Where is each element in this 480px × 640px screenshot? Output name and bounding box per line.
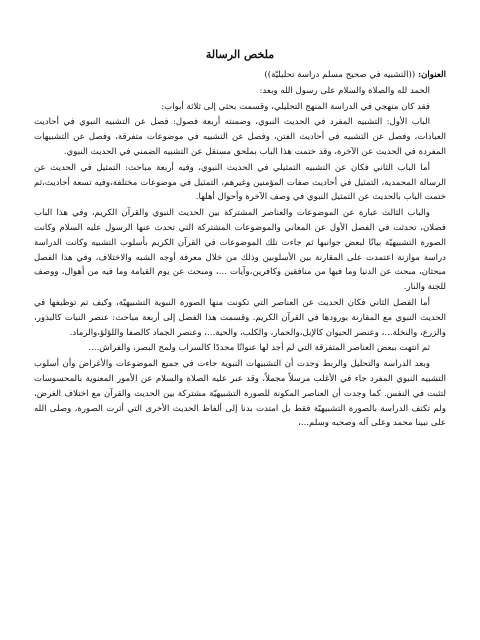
subject-line	[34, 68, 446, 83]
document-title: ملخص الرسالة	[205, 48, 275, 61]
paragraph-1: الحمد لله والصلاة والسلام على رسول الله وبعد:	[259, 85, 430, 96]
subject-text: ((التشبيه في صحيح مسلم دراسة تحليليّة))	[264, 70, 416, 80]
subject-label: العنوان:	[417, 70, 446, 80]
paragraph-4: أما الباب الثاني فكان عن التشبيه التمثيلي في الحديث النبوي، وفيه أربعة مباحث: التمثيل في الحديث عن الرسالة المحمدية، التمثيل في أحاديث صفات المؤمنين وغيرهم، التمثيل في موضوعات مختلفة،وفيه تسعة أحاديث،ثم ختمت الباب بالحديث عن التمثيل النبوي في وصف الآخرة وأحوال أهلها.	[34, 162, 446, 203]
paragraph-2: فقد كان منهجي في الدراسة المنهج التحليلي، وقسمت بحثي إلى ثلاثة أبواب:	[161, 101, 430, 112]
paragraph-6: أما الفصل الثاني فكان الحديث عن العناصر التي تكونت منها الصورة النبوية التشبيهيّة، وكيف تم توظيفها في الحديث النبوي مع المقارنة بورودها في القرآن الكريم. وقسمت هذا الفصل إلى أربعة مباحث: عنصر النبات كالبذور، والزرع، والنخلة...، وعنصر الحيوان كالإبل،والحمار، والكلب، والحية...، وعنصر الجماد كالصفا واللؤلؤ،والرماد.	[34, 297, 446, 338]
paragraph-5: والباب الثالث عبارة عن الموضوعات والعناصر المشتركة بين الحديث النبوي والقرآن الكريم، وفي هذا الباب فصلان، تحدثت في الفصل الأول عن المعاني والموضوعات المشتركة التي تحدث عنها الرسول عليه السلام وكانت الصورة التشبيهيّة بيانًا لبعض جوانبها ثم جاءت تلك الموضوعات في القرآن الكريم بأسلوب التشبيه وكانت الدراسة دراسة موازنة اعتمدت على المقارنة بين الأسلوبين وذلك من خلال معرفة أوجه الشبه والاختلاف، وفي هذا الفصل مبحثان، مبحث عن الدنيا وما فيها من منافقين وكافرين،وآيات ...، ومبحث عن يوم القيامة وما فيه من أهوال، ووصف للجنة والنار.	[34, 208, 446, 293]
paragraph-7: ثم انتهت ببعض العناصر المتفرقة التي لم أجد لها عنوانًا محددًا كالسراب ولمح البصر، والفراش....	[88, 343, 430, 354]
paragraph-3: الباب الأول: التشبيه المفرد في الحديث النبوي، وضمنته أربعة فصول: فصل عن التشبيه النبوي في أحاديث العبادات، وفصل عن التشبيه في أحاديث الفتن، وفصل عن التشبيه في موضوعات متفرقة، وفصل عن التشبيهات المفردة في الحديث عن الآخرة، وقد ختمت هذا الباب بملحق مستقل عن التشبيه الضمني في الحديث النبوي.	[34, 117, 446, 157]
paragraph-8: وبعد الدراسة والتحليل والربط وجدت أن التشبيهات النبوية جاءت في جميع الموضوعات والأغراض وأن أسلوب التشبيه النبوي المفرد جاء في الأغلب مرسلاً مجملاً، وقد عبر عليه الصلاة والسلام عن الأمور المعنوية بالمحسوسات لتثبت في النفس. كما وجدت أن العناصر المكونة للصورة التشبيهيّة مشتركة بين الحديث والقرآن مع اختلاف الغرض، ولم تكتف الدراسة بالصورة التشبيهيّة فقط بل امتدت بدنا إلى ألفاظ الحديث الأخرى التي أثرت الصورة، وصلى الله على نبينا محمد وعلى آله وصحبه وسلم...،	[34, 359, 446, 429]
